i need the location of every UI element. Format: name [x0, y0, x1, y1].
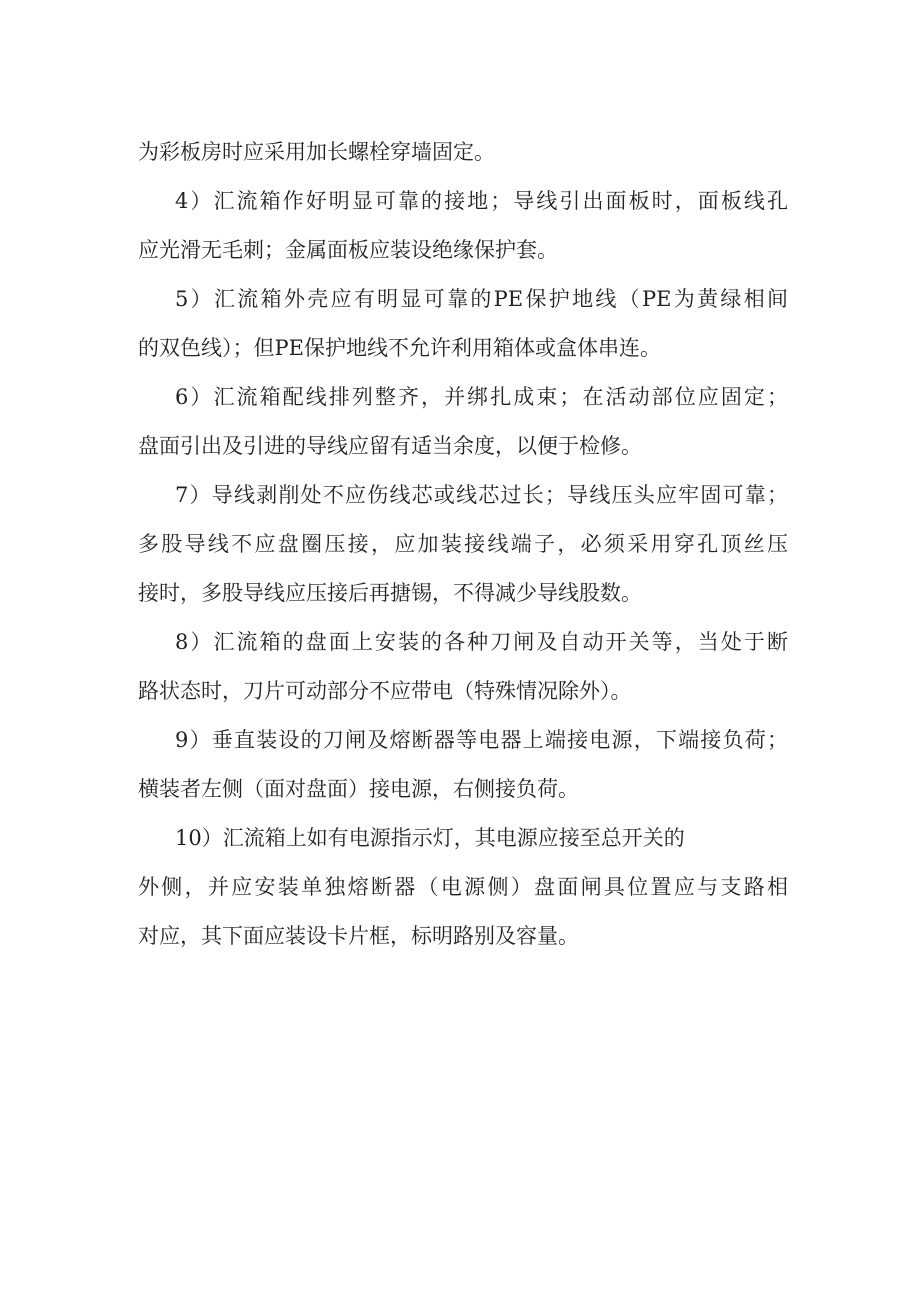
- text-line: 7）导线剥削处不应伤线芯或线芯过长；导线压头应牢固可靠；: [175, 483, 788, 507]
- text-line: 4）汇流箱作好明显可靠的接地；导线引出面板时，面板线孔: [175, 189, 788, 213]
- text-line: 9）垂直装设的刀闸及熔断器等电器上端接电源，下端接负荷；: [175, 728, 788, 752]
- text-line: 盘面引出及引进的导线应留有适当余度，以便于检修。: [138, 434, 642, 458]
- text-line: 接时，多股导线应压接后再搪锡，不得减少导线股数。: [138, 581, 642, 605]
- text-line: 横装者左侧（面对盘面）接电源，右侧接负荷。: [138, 777, 579, 801]
- text-line: 多股导线不应盘圈压接，应加装接线端子，必须采用穿孔顶丝压: [138, 532, 788, 556]
- text-line: 对应，其下面应装设卡片框，标明路别及容量。: [138, 924, 579, 948]
- text-line: 8）汇流箱的盘面上安装的各种刀闸及自动开关等，当处于断: [175, 630, 788, 654]
- text-line: 路状态时，刀片可动部分不应带电（特殊情况除外）。: [138, 679, 632, 703]
- text-line: 为彩板房时应采用加长螺栓穿墙固定。: [138, 140, 495, 164]
- text-line: 5）汇流箱外壳应有明显可靠的PE保护地线（PE为黄绿相间: [175, 287, 788, 311]
- text-line: 6）汇流箱配线排列整齐，并绑扎成束；在活动部位应固定；: [175, 385, 788, 409]
- text-line: 10）汇流箱上如有电源指示灯，其电源应接至总开关的: [175, 826, 685, 850]
- document-body: [138, 128, 788, 961]
- text-line: 的双色线）；但PE保护地线不允许利用箱体或盒体串连。: [138, 336, 661, 360]
- text-line: 外侧，并应安装单独熔断器（电源侧）盘面闸具位置应与支路相: [138, 875, 788, 899]
- text-line: 应光滑无毛刺；金属面板应装设绝缘保护套。: [138, 238, 558, 262]
